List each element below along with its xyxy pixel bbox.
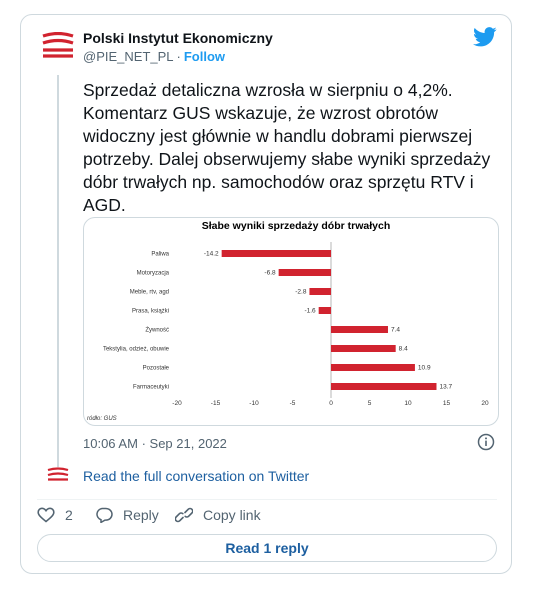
data-label: -14.2 [203, 250, 219, 258]
copy-link-button[interactable] [175, 507, 261, 523]
tick-label: -5 [289, 400, 296, 407]
tweet-time[interactable]: 10:06 AM [83, 436, 138, 451]
tick-label: 5 [367, 400, 372, 407]
category-label: Farmaceutyki [132, 384, 169, 391]
twitter-bird-icon[interactable] [473, 27, 497, 47]
data-label: -2.8 [295, 288, 307, 296]
reply-label: Reply [123, 507, 159, 523]
bar [331, 383, 436, 390]
link-icon [175, 507, 193, 523]
pie-logo-small-icon [47, 467, 69, 483]
data-label: 7.4 [390, 326, 401, 334]
tweet-meta [83, 436, 227, 451]
tick-label: 10 [404, 400, 412, 407]
bar [279, 269, 331, 276]
tick-label: 15 [442, 400, 451, 407]
data-label: 10.9 [417, 364, 431, 372]
info-icon[interactable] [477, 433, 495, 451]
category-label: Żywność [145, 327, 169, 334]
bar [222, 250, 331, 257]
data-label: 8.4 [398, 345, 408, 353]
bar [331, 364, 415, 371]
tick-label: 20 [481, 400, 489, 407]
bar [319, 307, 331, 314]
chart-source: ródło: GUS [87, 416, 117, 422]
heart-icon [37, 507, 55, 523]
like-button[interactable] [37, 507, 73, 523]
bar [331, 326, 388, 333]
tweet-media-chart[interactable] [83, 217, 499, 426]
category-label: Motoryzacja [136, 270, 169, 277]
author-handle[interactable]: @PIE_NET_PL [83, 49, 174, 64]
divider [37, 499, 497, 500]
category-label: Pozostałe [142, 365, 169, 372]
tick-label: -10 [249, 400, 259, 407]
category-label: Prasa, książki [131, 308, 169, 315]
tweet-text: Sprzedaż detaliczna wzrosła w sierpniu o 4,2%. Komentarz GUS wskazuje, że wzrost obrotów widoczny jest głównie w handlu dobrami pierwszej potrzeby. Dalej obserwujemy słabe wyniki sprzedaży dóbr trwałych np. samochodów oraz sprzętu RTV i AGD. [83, 80, 491, 215]
tweet-date[interactable]: Sep 21, 2022 [149, 436, 227, 451]
bar [331, 345, 396, 352]
handle-row [83, 49, 225, 64]
category-label: Meble, rtv, agd [129, 289, 169, 296]
read-conversation-link[interactable]: Read the full conversation on Twitter [83, 468, 310, 484]
handle-separator: · [176, 49, 181, 64]
meta-separator: · [141, 436, 146, 451]
tick-label: 0 [329, 400, 333, 407]
tweet-card [20, 14, 512, 574]
data-label: -1.6 [304, 307, 316, 315]
category-label: Paliwa [151, 251, 169, 258]
tick-label: -15 [210, 400, 221, 407]
reply-bubble-icon [95, 507, 113, 523]
chart-title: Słabe wyniki sprzedaży dóbr trwałych [201, 220, 391, 232]
thread-line [57, 75, 59, 467]
data-label: -6.8 [264, 269, 276, 277]
data-label: 13.7 [439, 383, 453, 391]
copy-link-label: Copy link [203, 507, 261, 523]
pie-logo-icon[interactable] [41, 32, 75, 58]
read-replies-button[interactable]: Read 1 reply [37, 534, 497, 562]
author-name[interactable]: Polski Instytut Ekonomiczny [83, 30, 273, 46]
bar-chart [84, 218, 498, 425]
bar [309, 288, 331, 295]
category-label: Tekstylia, odzież, obuwie [102, 346, 169, 353]
follow-button[interactable]: Follow [183, 49, 226, 64]
like-count: 2 [65, 507, 73, 523]
tick-label: -20 [172, 400, 182, 407]
reply-button[interactable] [95, 507, 159, 523]
